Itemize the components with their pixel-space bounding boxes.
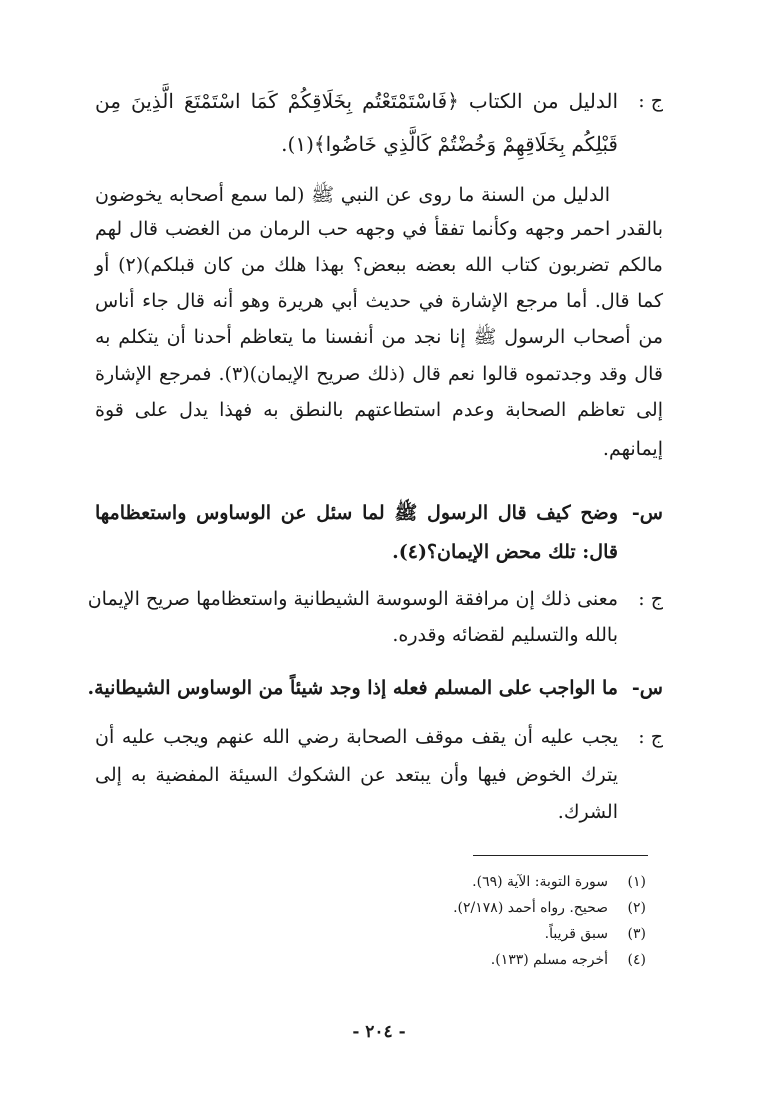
paragraph-line: كما قال. أما مرجع الإشارة في حديث أبي هريرة وهو أنه قال جاء أناس [95,290,663,312]
answer-text-line: يترك الخوض فيها وأن يبتعد عن الشكوك السيئة المفضية به إلى [95,764,618,786]
answer-text-line: بالله والتسليم لقضائه وقدره. [392,624,618,646]
footnote-number: (٤) [627,952,646,968]
answer-label: ج : [638,588,663,610]
answer-text-line: الدليل من الكتاب ﴿فَاسْتَمْتَعْتُم بِخَلَاقِكُمْ كَمَا اسْتَمْتَعَ الَّذِينَ مِن [95,89,618,113]
answer-text-line: الشرك. [557,801,618,823]
footnote [453,898,646,918]
footnote-number: (٢) [627,900,646,916]
paragraph-line: من أصحاب الرسول ﷺ إنا نجد من أنفسنا ما يتعاظم أحدنا أن يتكلم به [95,326,663,348]
footnote-text: سورة التوبة: الآية (٦٩). [472,874,608,890]
footnote-number: (٣) [627,926,646,942]
question-text-line: ما الواجب على المسلم فعله إذا وجد شيئاً من الوساوس الشيطانية. [87,677,618,699]
question-label: س- [631,677,663,699]
footnote-separator [473,855,648,856]
question-label: س- [631,502,663,524]
answer-text-line: يجب عليه أن يقف موقف الصحابة رضي الله عنهم ويجب عليه أن [95,726,618,748]
answer-text-line: قَبْلِكُم بِخَلَاقِهِمْ وَخُضْتُمْ كَالَّذِي خَاضُوا﴾(١). [281,132,618,156]
paragraph-line: الدليل من السنة ما روى عن النبي ﷺ (لما سمع أصحابه يخوضون [95,184,610,206]
question-text-line: قال: تلك محض الإيمان؟(٤). [392,541,618,563]
footnote [545,924,646,944]
answer-text-line: معنى ذلك إن مرافقة الوسوسة الشيطانية واستعظامها صريح الإيمان [87,588,618,610]
paragraph-line: بالقدر احمر وجهه وكأنما تفقأ في وجهه حب الرمان من الغضب قال لهم [95,218,663,240]
footnote [472,872,646,892]
footnote-number: (١) [627,874,646,890]
paragraph-line: إلى تعاظم الصحابة وعدم استطاعتهم بالنطق به فهذا يدل على قوة [95,399,663,421]
question-text-line: وضح كيف قال الرسول ﷺ لما سئل عن الوساوس واستعظامها [95,502,618,524]
footnote-text: صحيح. رواه أحمد (٢/١٧٨). [453,900,608,916]
footnote-text: أخرجه مسلم (١٣٣). [490,952,608,968]
paragraph-line: قال وقد وجدتموه قالوا نعم قال (ذلك صريح الإيمان)(٣). فمرجع الإشارة [95,363,663,385]
footnote [491,950,646,970]
footnote-text: سبق قريباً. [544,926,608,942]
answer-label: ج : [638,90,663,112]
page-number: - ٢٠٤ - [352,1022,406,1042]
paragraph-line: إيمانهم. [602,438,663,460]
answer-label: ج : [638,726,663,748]
paragraph-line: مالكم تضربون كتاب الله بعضه ببعض؟ بهذا هلك من كان قبلكم)(٢) أو [95,254,663,276]
